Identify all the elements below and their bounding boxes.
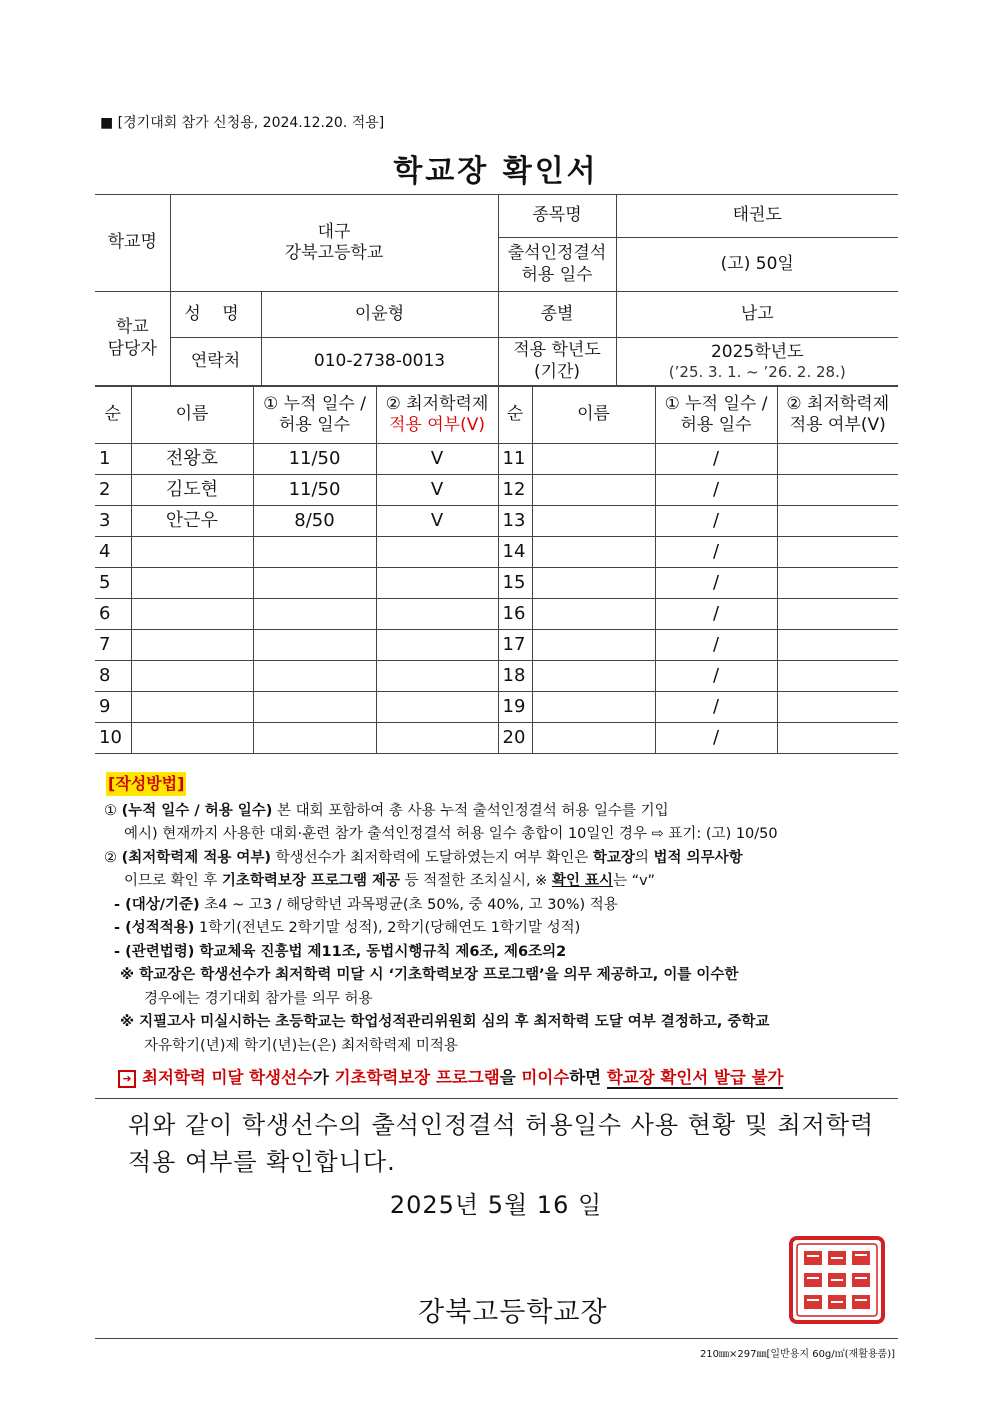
col-days-2: ① 누적 일수 / 허용 일수 <box>655 387 777 444</box>
warning-t5: 미이수 <box>521 1068 570 1087</box>
row-check <box>376 661 498 692</box>
row-name: 김도현 <box>131 475 253 506</box>
row-name <box>532 692 655 723</box>
row-name <box>131 599 253 630</box>
school-region: 대구 <box>317 221 351 242</box>
row-no: 18 <box>498 661 532 692</box>
table-row <box>95 692 898 723</box>
bold-3b: 확인 표시 <box>551 873 614 889</box>
row-days: / <box>655 506 777 537</box>
gender-label: 종별 <box>498 292 616 338</box>
row-no: 11 <box>498 444 532 475</box>
contact-label: 연락처 <box>170 338 261 386</box>
page-title: 학교장 확인서 <box>393 154 599 189</box>
year-value: 2025학년도 <box>710 341 804 362</box>
row-name <box>532 444 655 475</box>
bold-2b: 학교장 <box>592 849 635 866</box>
row-name <box>532 630 655 661</box>
bold-1: (누적 일수 / 허용 일수) <box>121 802 273 819</box>
bold-target: - (대상/기준) <box>114 896 200 913</box>
instruction-target <box>100 894 900 918</box>
bold-grades: - (성적적용) <box>114 920 195 936</box>
row-name <box>532 723 655 754</box>
num-2: ② <box>104 849 117 866</box>
instructions-title: [작성방법] <box>106 772 186 796</box>
instructions <box>100 772 900 1058</box>
row-check <box>777 537 898 568</box>
year-period: (’25. 3. 1. ~ ’26. 2. 28.) <box>668 362 846 381</box>
issue-date: 2025년 5월 16 일 <box>389 1191 603 1219</box>
col-minlevel-b: 적용 여부(V) <box>389 415 485 435</box>
instruction-2-cont <box>100 870 900 894</box>
row-check: V <box>376 506 498 537</box>
school-seal-stamp <box>788 1235 886 1325</box>
row-name <box>532 599 655 630</box>
contact-value: 010-2738-0013 <box>261 338 498 386</box>
num-1: ① <box>104 802 117 819</box>
table-row <box>95 568 898 599</box>
header-note: ■ [경기대회 참가 신청용, 2024.12.20. 적용] <box>100 115 385 131</box>
row-name <box>131 568 253 599</box>
row-name <box>532 506 655 537</box>
table-row <box>95 630 898 661</box>
row-no: 13 <box>498 506 532 537</box>
instruction-1-example: 예시) 현재까지 사용한 대회·훈련 참가 출석인정결석 허용 일수 총합이 10일인 경우 ⇨ 표기: (고) 10/50 <box>124 826 778 842</box>
row-no: 3 <box>95 506 131 537</box>
row-days: / <box>655 568 777 599</box>
text-2: 학생선수가 최저학력에 도달하였는지 여부 확인은 <box>271 849 593 866</box>
col-minlevel-2 <box>777 387 898 444</box>
instruction-note-1b: 경우에는 경기대회 참가를 의무 허용 <box>144 990 373 1007</box>
name-label: 성 명 <box>170 292 261 338</box>
row-no: 2 <box>95 475 131 506</box>
row-check <box>376 692 498 723</box>
row-check <box>777 568 898 599</box>
row-name <box>131 661 253 692</box>
manager-label: 학교 담당자 <box>95 292 170 386</box>
school-label: 학교명 <box>95 195 170 292</box>
instruction-note-2b: 자유학기(년)제 학기(년)는(은) 최저학력제 미적용 <box>144 1037 458 1054</box>
row-days: / <box>655 475 777 506</box>
row-days: / <box>655 661 777 692</box>
row-no: 4 <box>95 537 131 568</box>
allow-value: (고) 50일 <box>616 238 898 292</box>
col-minlevel-a: ② 최저학력제 <box>385 393 489 414</box>
row-no: 16 <box>498 599 532 630</box>
row-name: 전왕호 <box>131 444 253 475</box>
col-no: 순 <box>95 387 131 444</box>
row-days <box>253 537 376 568</box>
warning-t3: 기초학력보장 프로그램 <box>334 1068 500 1087</box>
row-check <box>777 444 898 475</box>
col-days: ① 누적 일수 / 허용 일수 <box>253 387 376 444</box>
bold-3a: 기초학력보장 프로그램 제공 <box>221 873 401 889</box>
col-name-2: 이름 <box>532 387 655 444</box>
instruction-note-2: ※ 지필고사 미실시하는 초등학교는 학업성적관리위원회 심의 후 최저학력 도달 여부 결정하고, 중학교 <box>120 1014 770 1030</box>
row-check: V <box>376 444 498 475</box>
row-check <box>777 661 898 692</box>
athlete-table <box>95 386 898 754</box>
text-law: 학교체육 진흥법 제11조, 동법시행규칙 제6조, 제6조의2 <box>194 943 567 960</box>
table-row <box>95 661 898 692</box>
row-name <box>532 475 655 506</box>
row-check <box>777 506 898 537</box>
row-name <box>131 692 253 723</box>
year-cell <box>616 338 898 386</box>
row-no: 10 <box>95 723 131 754</box>
text-grades: 1학기(전년도 2학기말 성적), 2학기(당해연도 1학기말 성적) <box>194 920 581 936</box>
row-no: 17 <box>498 630 532 661</box>
table-row <box>95 723 898 754</box>
row-days: 8/50 <box>253 506 376 537</box>
row-days: 11/50 <box>253 475 376 506</box>
text-2b: 의 <box>634 849 654 866</box>
col-minlevel <box>376 387 498 444</box>
school-name: 강북고등학교 <box>284 243 384 263</box>
table-row <box>95 506 898 537</box>
warning-line <box>118 1064 783 1088</box>
col-name: 이름 <box>131 387 253 444</box>
row-check <box>777 723 898 754</box>
text-target: 초4 ~ 고3 / 해당학년 과목평균(초 50%, 중 40%, 고 30%) 적용 <box>199 896 618 913</box>
row-days <box>253 723 376 754</box>
row-name <box>532 537 655 568</box>
row-name <box>532 661 655 692</box>
row-check <box>376 537 498 568</box>
row-no: 19 <box>498 692 532 723</box>
row-days: 11/50 <box>253 444 376 475</box>
bold-law: - (관련법령) <box>114 943 195 960</box>
row-check <box>777 599 898 630</box>
table-row <box>95 444 898 475</box>
row-name <box>131 537 253 568</box>
instruction-1 <box>100 800 900 824</box>
row-check <box>376 723 498 754</box>
divider-bottom <box>95 1338 898 1339</box>
divider-top <box>95 1098 898 1099</box>
row-days <box>253 661 376 692</box>
warning-t1: 최저학력 미달 학생선수 <box>142 1068 313 1087</box>
row-name <box>131 723 253 754</box>
school-name-cell <box>170 195 498 292</box>
sport-value: 태권도 <box>616 195 898 238</box>
warning-t2: 가 <box>312 1068 335 1087</box>
instruction-2 <box>100 847 900 871</box>
warning-t4: 을 <box>499 1068 522 1087</box>
row-no: 14 <box>498 537 532 568</box>
row-no: 8 <box>95 661 131 692</box>
row-check <box>777 692 898 723</box>
arrow-box-icon: ➜ <box>118 1070 136 1088</box>
table-row <box>95 537 898 568</box>
instruction-note-1: ※ 학교장은 학생선수가 최저학력 미달 시 ‘기초학력보장 프로그램’을 의무 제공하고, 이를 이수한 <box>120 967 739 983</box>
row-no: 6 <box>95 599 131 630</box>
name-value: 이윤형 <box>261 292 498 338</box>
row-days: / <box>655 444 777 475</box>
row-days <box>253 692 376 723</box>
row-days <box>253 599 376 630</box>
row-days: / <box>655 723 777 754</box>
row-check <box>376 630 498 661</box>
confirmation-text: 위와 같이 학생선수의 출석인정결석 허용일수 사용 현황 및 최저학력 적용 여부를 확인합니다. <box>128 1111 875 1176</box>
info-table <box>95 194 898 386</box>
text-3a: 이므로 확인 후 <box>124 873 222 889</box>
row-no: 15 <box>498 568 532 599</box>
row-name <box>532 568 655 599</box>
row-check <box>376 568 498 599</box>
col-minlevel-b-2: 적용 여부(V) <box>789 415 886 435</box>
row-no: 12 <box>498 475 532 506</box>
row-no: 20 <box>498 723 532 754</box>
warning-t6: 하면 <box>569 1068 607 1087</box>
row-days: / <box>655 630 777 661</box>
warning-t7: 학교장 확인서 발급 불가 <box>606 1068 784 1087</box>
text-3c: 는 “v” <box>613 873 655 889</box>
col-no-2: 순 <box>498 387 532 444</box>
table-row <box>95 599 898 630</box>
row-name: 안근우 <box>131 506 253 537</box>
allow-label: 출석인정결석 허용 일수 <box>498 238 616 292</box>
row-check <box>777 475 898 506</box>
year-label: 적용 학년도 (기간) <box>498 338 616 386</box>
bold-2: (최저학력제 적용 여부) <box>121 849 272 866</box>
row-no: 1 <box>95 444 131 475</box>
row-no: 5 <box>95 568 131 599</box>
row-days: / <box>655 599 777 630</box>
footer-paper-spec: 210㎜×297㎜[일반용지 60g/㎡(재활용품)] <box>699 1349 895 1360</box>
row-check: V <box>376 475 498 506</box>
row-check <box>777 630 898 661</box>
gender-value: 남고 <box>616 292 898 338</box>
row-no: 9 <box>95 692 131 723</box>
instruction-law <box>100 941 900 965</box>
row-no: 7 <box>95 630 131 661</box>
table-row <box>95 475 898 506</box>
instruction-grades <box>100 917 900 941</box>
table-header-row <box>95 387 898 444</box>
row-days: / <box>655 537 777 568</box>
col-minlevel-a-2: ② 최저학력제 <box>786 393 890 414</box>
principal-name: 강북고등학교장 <box>418 1297 608 1328</box>
row-days <box>253 630 376 661</box>
row-name <box>131 630 253 661</box>
bold-2c: 법적 의무사항 <box>653 849 743 866</box>
text-3b: 등 적절한 조치실시, ※ <box>400 873 552 889</box>
row-check <box>376 599 498 630</box>
row-days: / <box>655 692 777 723</box>
text-1: 본 대회 포함하여 총 사용 누적 출석인정결석 허용 일수를 기입 <box>272 802 669 819</box>
sport-label: 종목명 <box>498 195 616 238</box>
row-days <box>253 568 376 599</box>
